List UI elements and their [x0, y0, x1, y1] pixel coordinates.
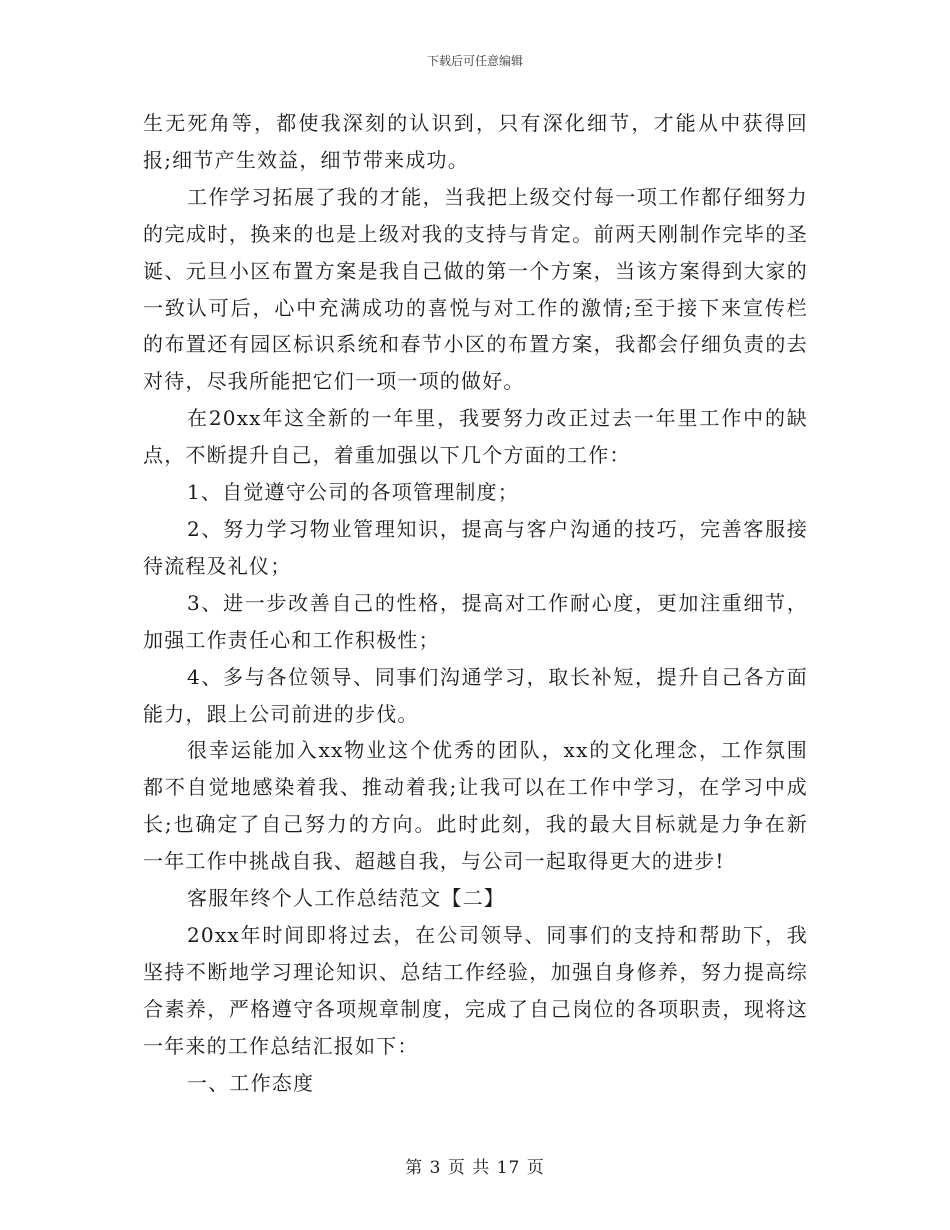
list-item-3: 3、进一步改善自己的性格，提高对工作耐心度，更加注重细节，加强工作责任心和工作积极性； — [143, 590, 808, 652]
paragraph-2: 工作学习拓展了我的才能，当我把上级交付每一项工作都仔细努力的完成时，换来的也是上级对我的支持与肯定。前两天刚制作完毕的圣诞、元旦小区布置方案是我自己做的第一个方案，当该方案得到大家的一致认可后，心中充满成功的喜悦与对工作的激情;至于接下来宣传栏的布置还有园区标识系统和春节小区的布置方案，我都会仔细负责的去对待，尽我所能把它们一项一项的做好。 — [143, 184, 808, 394]
page-number: 第 3 页 共 17 页 — [405, 1158, 545, 1178]
paragraph-3: 在20xx年这全新的一年里，我要努力改正过去一年里工作中的缺点，不断提升自己，着重加强以下几个方面的工作： — [143, 406, 808, 468]
paragraph-closing: 很幸运能加入xx物业这个优秀的团队，xx的文化理念，工作氛围都不自觉地感染着我、推动着我;让我可以在工作中学习，在学习中成长;也确定了自己努力的方向。此时此刻，我的最大目标就是力争在新一年工作中挑战自我、超越自我，与公司一起取得更大的进步! — [143, 738, 808, 874]
paragraph-intro: 20xx年时间即将过去，在公司领导、同事们的支持和帮助下，我坚持不断地学习理论知识、总结工作经验，加强自身修养，努力提高综合素养，严格遵守各项规章制度，完成了自己岗位的各项职责，现将这一年来的工作总结汇报如下： — [143, 922, 808, 1058]
list-item-1: 1、自觉遵守公司的各项管理制度； — [187, 480, 519, 505]
document-body — [143, 105, 808, 1101]
list-item-2: 2、努力学习物业管理知识，提高与客户沟通的技巧，完善客服接待流程及礼仪； — [143, 516, 808, 578]
section-title: 客服年终个人工作总结范文【二】 — [187, 886, 505, 911]
subsection-heading: 一、工作态度 — [187, 1070, 315, 1095]
page-header-note: 下载后可任意编辑 — [426, 54, 523, 68]
paragraph-1: 生无死角等，都使我深刻的认识到，只有深化细节，才能从中获得回报;细节产生效益，细节带来成功。 — [143, 111, 808, 172]
list-item-4: 4、多与各位领导、同事们沟通学习，取长补短，提升自己各方面能力，跟上公司前进的步伐。 — [143, 664, 808, 726]
